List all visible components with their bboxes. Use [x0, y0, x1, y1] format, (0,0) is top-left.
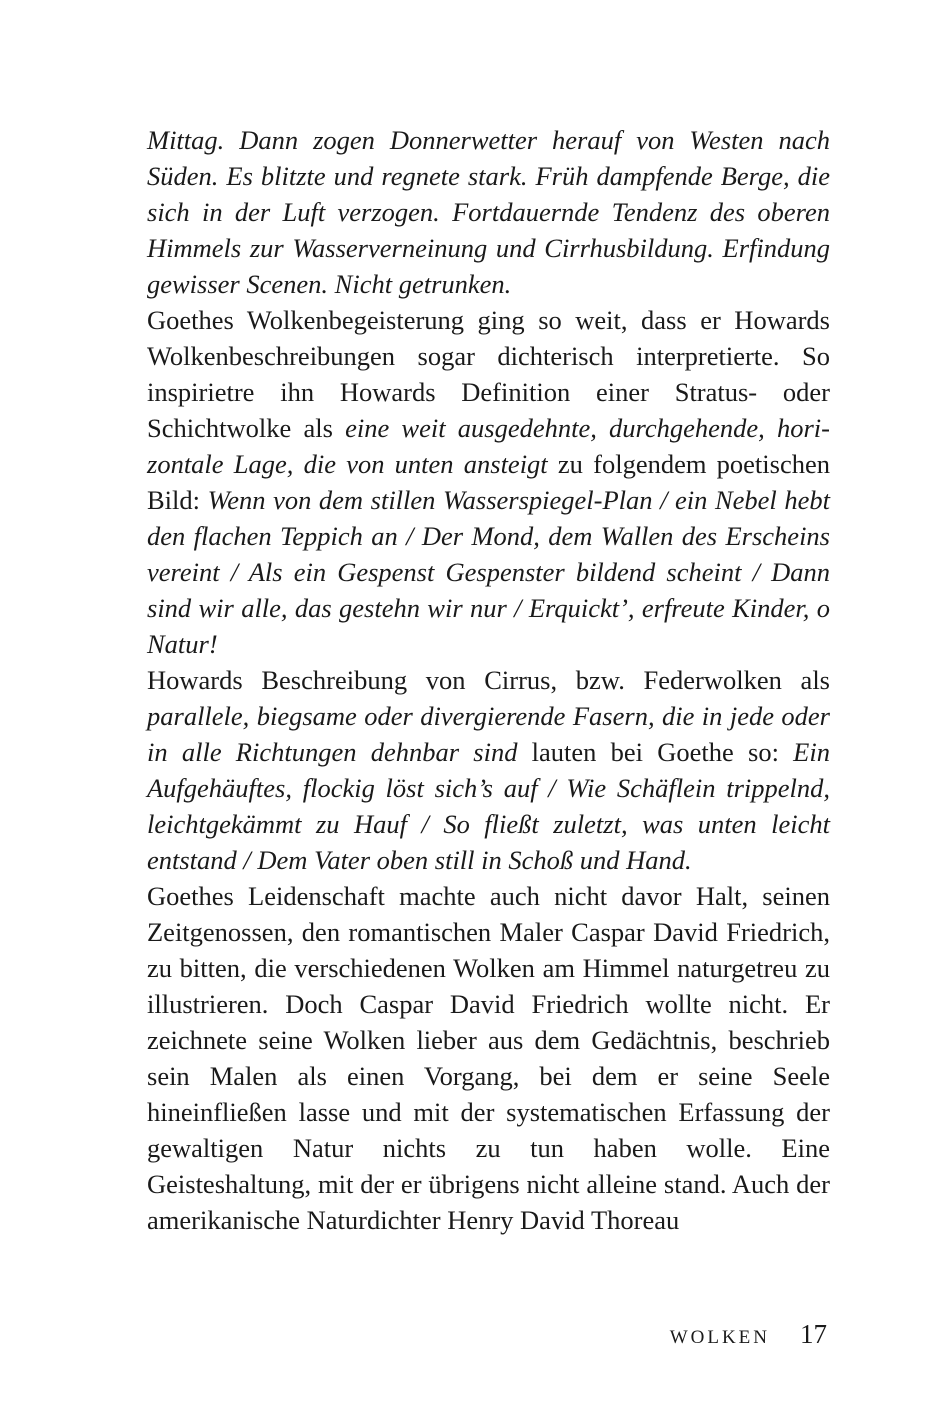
page-number: 17: [800, 1319, 827, 1349]
goethe-stratus-poem: Wenn von dem stillen Wasserspiegel-Plan / ein Nebel hebt den flachen Teppich an / Der Mond, dem Wallen des Erscheins vereint / Als ein Gespenst Gespenster bildend scheint / Dann sind wir alle, das gestehn wir nur / Erquickt’, erfreute Kinder, o Natur!: [147, 485, 830, 659]
howard-cirrus-quote: parallele, biegsame oder divergierende Fasern, die in jede oder in alle Richtungen dehnbar sind: [147, 701, 830, 767]
paragraph-text: Howards Beschreibung von Cirrus, bzw. Federwolken als: [147, 665, 830, 695]
howard-stratus-quote: eine weit ausgedehnte, durchgehende, horizontale Lage, die von unten ansteigt: [147, 413, 830, 479]
stratus-paragraph: [147, 302, 830, 662]
paragraph-text: zu folgendem poetischen Bild:: [147, 449, 830, 515]
running-head: WOLKEN: [669, 1327, 770, 1348]
goethe-cirrus-poem: Ein Aufgehäuftes, flockig löst sich’s auf / Wie Schäflein trippelnd, leichtgekämmt zu Hauf / So fließt zuletzt, was unten leicht entstand / Dem Vater oben still in Schoß und Hand.: [147, 737, 830, 875]
paragraph-text: Goethes Wolkenbegeisterung ging so weit, dass er Howards Wolkenbeschreibungen sogar dichterisch interpretierte. So inspirietre ihn Howards Definition einer Stratus- oder Schichtwolke als: [147, 305, 830, 443]
page-footer: [670, 1319, 827, 1350]
paragraph-text: lauten bei Goethe so:: [517, 737, 794, 767]
diary-excerpt-paragraph: Mittag. Dann zogen Donnerwetter herauf von Westen nach Süden. Es blitzte und regnete stark. Früh dampfende Berge, die sich in der Luft verzogen. Fortdauernde Tendenz des oberen Himmels zur Wasserverneinung und Cirrhusbildung. Erfindung gewisser Scenen. Nicht getrunken.: [147, 125, 830, 299]
cirrus-paragraph: [147, 662, 830, 878]
body-text: [147, 122, 830, 1238]
friedrich-paragraph: Goethes Leidenschaft machte auch nicht davor Halt, seinen Zeitgenossen, den romantischen Maler Caspar David Friedrich, zu bitten, die verschiedenen Wolken am Himmel naturgetreu zu illustrieren. Doch Caspar David Friedrich wollte nicht. Er zeichnete seine Wolken lieber aus dem Gedächtnis, beschrieb sein Malen als einen Vorgang, bei dem er seine Seele hineinfließen lasse und mit der systematischen Erfassung der gewaltigen Natur nichts zu tun haben wolle. Eine Geisteshaltung, mit der er übrigens nicht alleine stand. Auch der amerikanische Naturdichter Henry David Thoreau: [147, 881, 830, 1235]
